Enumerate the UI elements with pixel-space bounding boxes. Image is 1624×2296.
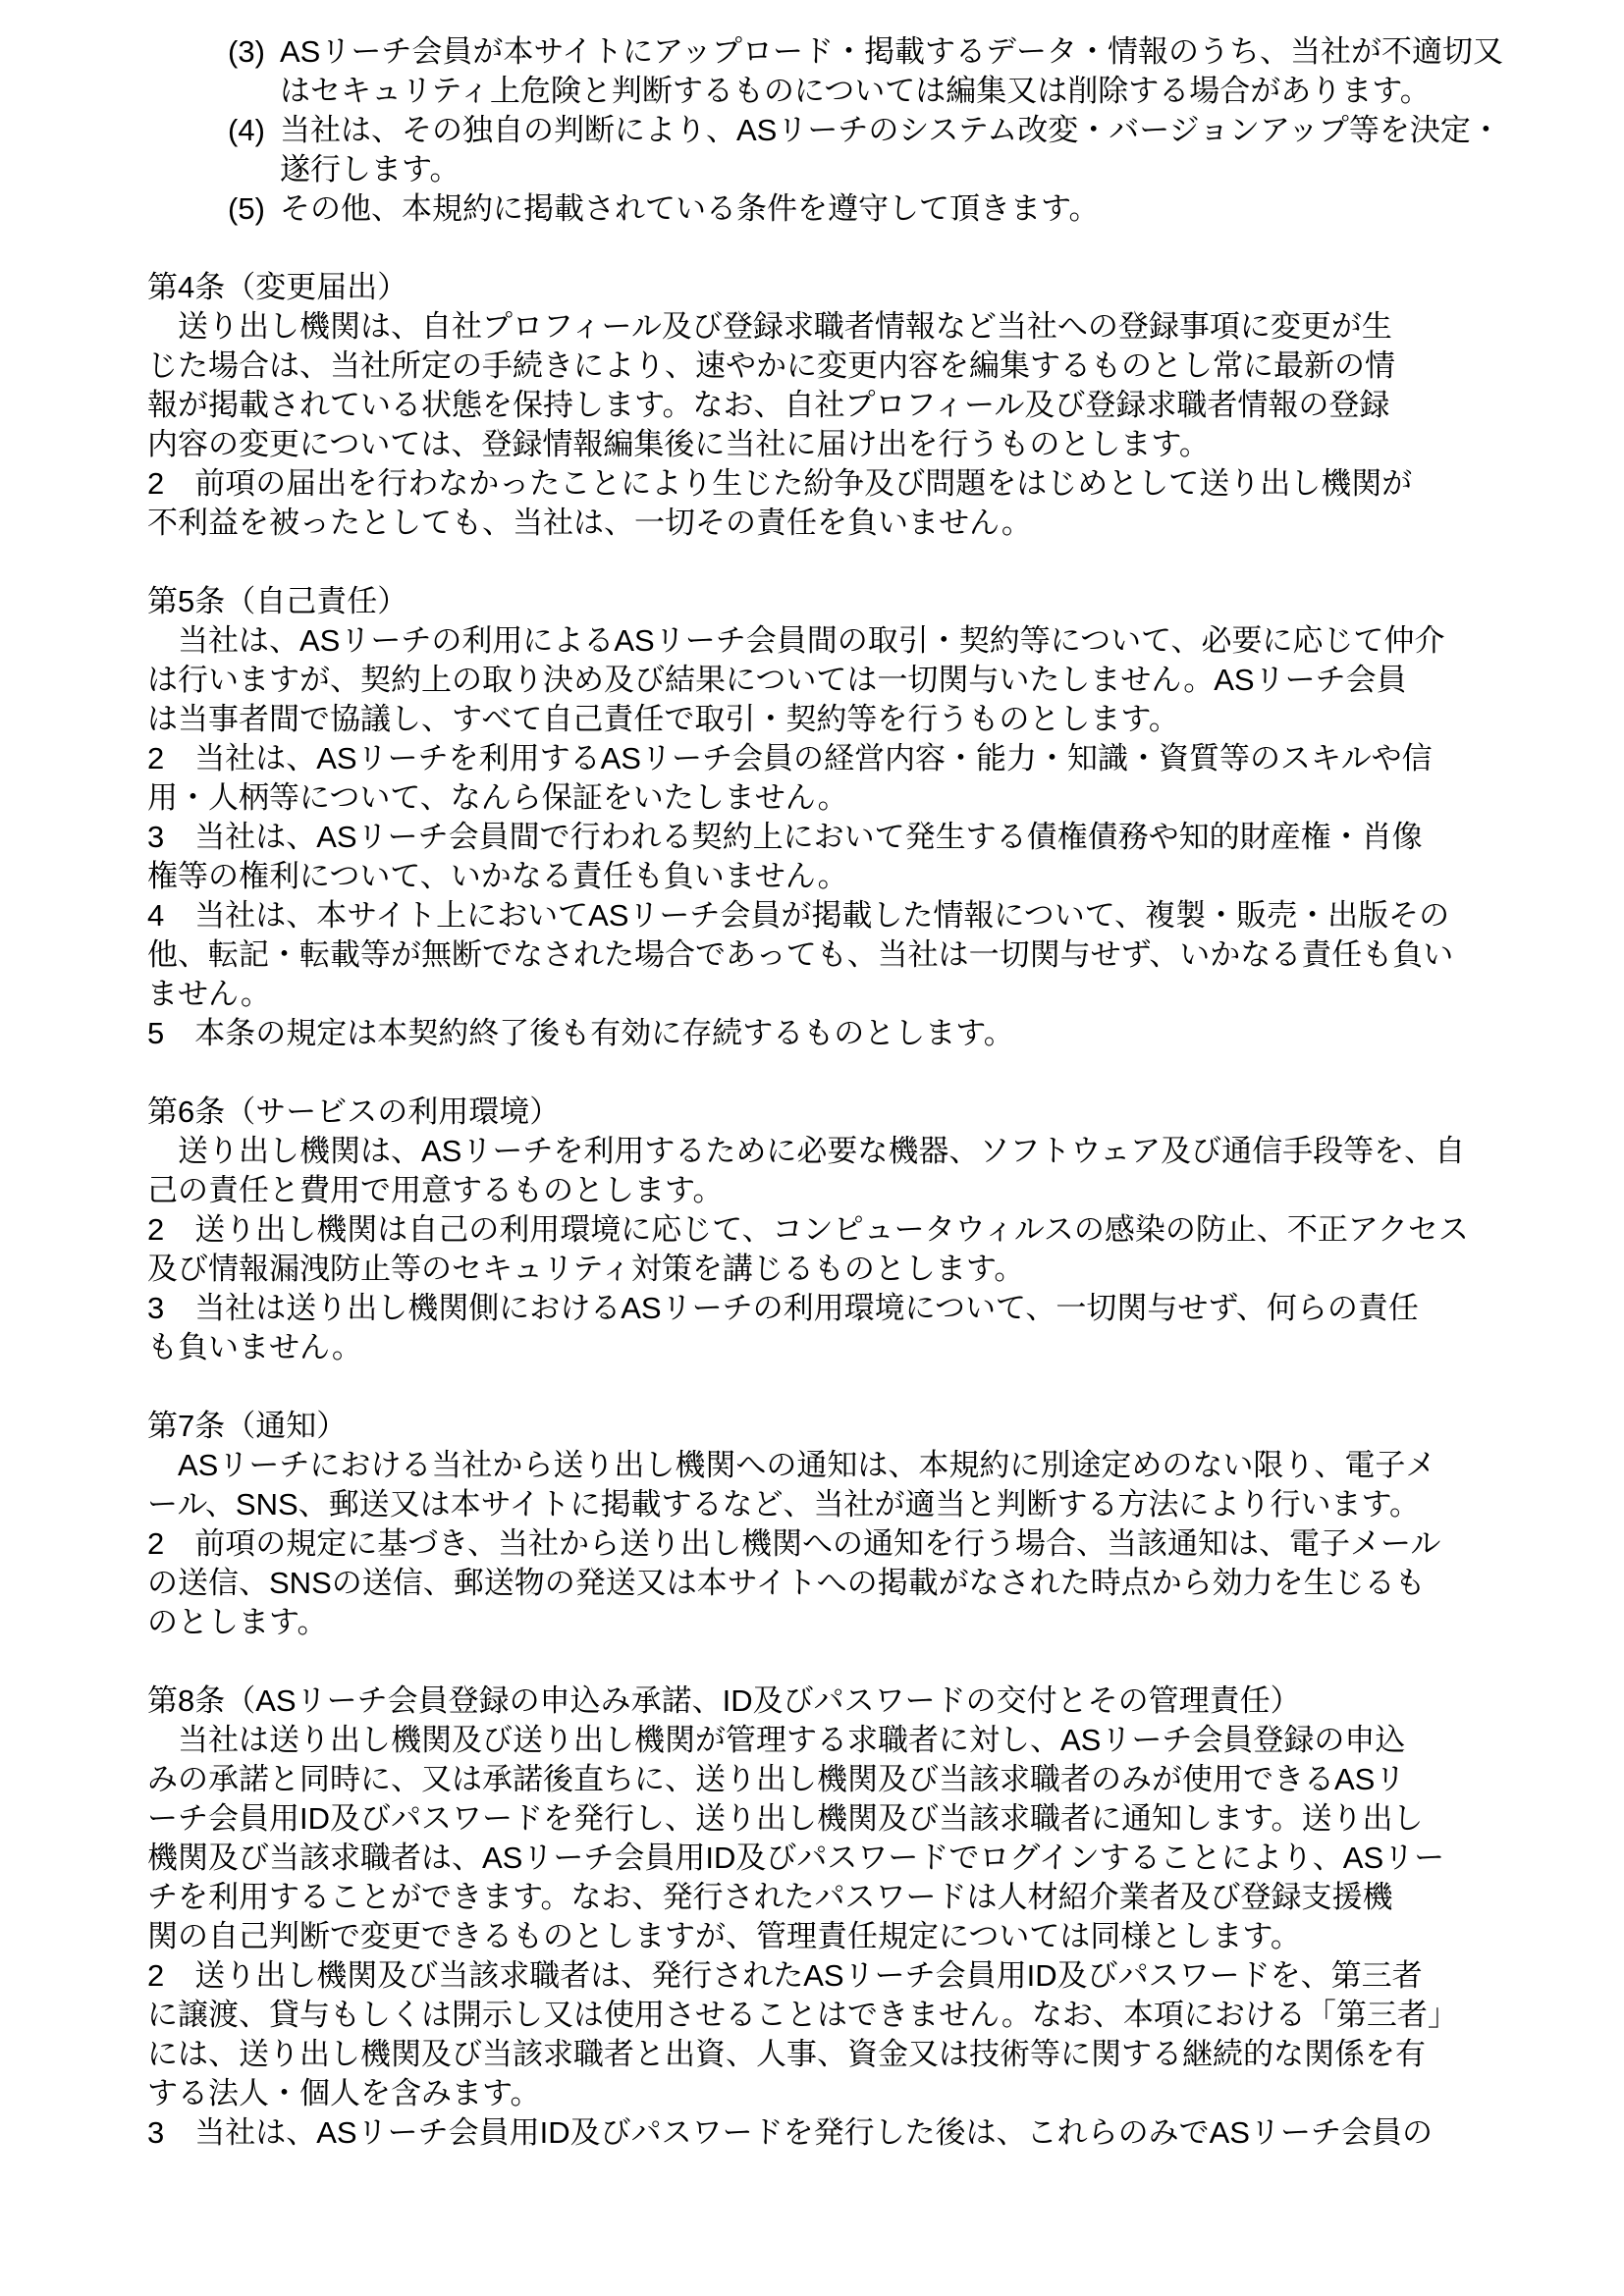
paragraph-line: 当社は送り出し機関及び送り出し機関が管理する求職者に対し、ASリーチ会員登録の申込 [147,1723,1406,1757]
paragraph-line: じた場合は、当社所定の手続きにより、速やかに変更内容を編集するものとし常に最新の情 [147,348,1395,383]
paragraph-line: 3 当社は送り出し機関側におけるASリーチの利用環境について、一切関与せず、何らの責任 [147,1291,1419,1325]
paragraph-line: のとします。 [147,1605,328,1639]
paragraph-line: 機関及び当該求職者は、ASリーチ会員用ID及びパスワードでログインすることにより、ASリー [147,1841,1445,1875]
paragraph-line: 当社は、ASリーチの利用によるASリーチ会員間の取引・契約等について、必要に応じて仲介 [147,623,1445,658]
list-item-marker: (4) [228,113,265,147]
list-item-line: 遂行します。 [280,152,460,187]
paragraph [147,1210,1479,1289]
paragraph-line: 2 送り出し機関は自己の利用環境に応じて、コンピュータウィルスの感染の防止、不正アクセス [147,1212,1469,1247]
paragraph-line: 己の責任と費用で用意するものとします。 [147,1173,724,1207]
paragraph [147,1289,1479,1367]
paragraph-line: ません。 [147,977,271,1011]
list-item-marker: (5) [228,191,265,226]
paragraph-line: は行いますが、契約上の取り決め及び結果については一切関与いたしません。ASリーチ会員 [147,663,1407,697]
list-item-line: はセキュリティ上危険と判断するものについては編集又は削除する場合があります。 [280,74,1431,108]
section-gap [147,543,1479,582]
paragraph-line: 及び情報漏洩防止等のセキュリティ対策を講じるものとします。 [147,1252,1025,1286]
paragraph-line: 5 本条の規定は本契約終了後も有効に存続するものとします。 [147,1016,1014,1050]
paragraph-line: 権等の権利について、いかなる責任も負いません。 [147,859,848,893]
article-heading: 第6条（サービスの利用環境） [147,1095,561,1129]
paragraph-line: 関の自己判断で変更できるものとしますが、管理責任規定については同様とします。 [147,1919,1301,1953]
paragraph-line: ーチ会員用ID及びパスワードを発行し、送り出し機関及び当該求職者に通知します。送り出し [147,1801,1424,1836]
paragraph-line: 他、転記・転載等が無断でなされた場合であっても、当社は一切関与せず、いかなる責任も負い [147,937,1454,972]
article-heading: 第7条（通知） [147,1409,348,1443]
paragraph [147,739,1479,818]
paragraph [147,1446,1479,1524]
paragraph-line: 用・人柄等について、なんら保証をいたしません。 [147,780,848,815]
paragraph [147,896,1479,1014]
paragraph-line: の送信、SNSの送信、郵送物の発送又は本サイトへの掲載がなされた時点から効力を生じるも [147,1566,1426,1600]
paragraph-line: チを利用することができます。なお、発行されたパスワードは人材紹介業者及び登録支援機 [147,1880,1393,1914]
list-item [147,189,1479,229]
paragraph-line: も負いません。 [147,1330,362,1364]
section-gap [147,229,1479,268]
paragraph-line: する法人・個人を含みます。 [147,2076,541,2110]
paragraph [147,1014,1479,1053]
paragraph-line: 2 前項の規定に基づき、当社から送り出し機関への通知を行う場合、当該通知は、電子メール [147,1526,1441,1561]
list-item-line: 当社は、その独自の判断により、ASリーチのシステム改変・バージョンアップ等を決定・ [280,113,1501,147]
paragraph-line: に譲渡、貸与もしくは開示し又は使用させることはできません。なお、本項における「第三者」 [147,1998,1458,2032]
paragraph-line: 2 前項の届出を行わなかったことにより生じた紛争及び問題をはじめとして送り出し機関が [147,466,1413,501]
list-item-line: ASリーチ会員が本サイトにアップロード・掲載するデータ・情報のうち、当社が不適切又 [280,34,1504,69]
paragraph-line: 3 当社は、ASリーチ会員用ID及びパスワードを発行した後は、これらのみでASリーチ会員の [147,2115,1433,2150]
article-heading: 第8条（ASリーチ会員登録の申込み承諾、ID及びパスワードの交付とその管理責任） [147,1683,1301,1718]
terms-document [147,32,1504,2153]
article-heading: 第5条（自己責任） [147,584,408,618]
section-gap [147,1642,1479,1682]
section-gap [147,1367,1479,1407]
list-item [147,32,1504,111]
paragraph [147,307,1479,464]
paragraph-line: は当事者間で協議し、すべて自己責任で取引・契約等を行うものとします。 [147,702,1179,736]
paragraph [147,2113,1479,2153]
list-item-marker: (3) [228,34,265,69]
article-heading: 第4条（変更届出） [147,270,408,304]
paragraph-line: 2 当社は、ASリーチを利用するASリーチ会員の経営内容・能力・知識・資質等のスキルや信 [147,741,1433,775]
paragraph [147,1524,1479,1642]
paragraph-line: 4 当社は、本サイト上においてASリーチ会員が掲載した情報について、複製・販売・出版その [147,898,1450,933]
paragraph-line: ASリーチにおける当社から送り出し機関への通知は、本規約に別途定めのない限り、電子メ [147,1448,1436,1482]
paragraph-line: 内容の変更については、登録情報編集後に当社に届け出を行うものとします。 [147,427,1210,461]
list-item-line: その他、本規約に掲載されている条件を遵守して頂きます。 [280,191,1100,226]
section-gap [147,1053,1479,1093]
paragraph-line: 3 当社は、ASリーチ会員間で行われる契約上において発生する債権債務や知的財産権・肖像 [147,820,1423,854]
paragraph-line: 報が掲載されている状態を保持します。なお、自社プロフィール及び登録求職者情報の登録 [147,388,1390,422]
paragraph [147,621,1479,739]
paragraph-line: みの承諾と同時に、又は承諾後直ちに、送り出し機関及び当該求職者のみが使用できるASリ [147,1762,1406,1796]
paragraph-line: 送り出し機関は、ASリーチを利用するために必要な機器、ソフトウェア及び通信手段等を、自 [147,1134,1466,1168]
paragraph [147,464,1479,543]
list-item [147,111,1501,189]
paragraph-line: 不利益を被ったとしても、当社は、一切その責任を負いません。 [147,506,1032,540]
paragraph [147,1956,1479,2113]
paragraph-line: 送り出し機関は、自社プロフィール及び登録求職者情報など当社への登録事項に変更が生 [147,309,1392,344]
paragraph [147,818,1479,896]
paragraph [147,1132,1479,1210]
paragraph-line: 2 送り出し機関及び当該求職者は、発行されたASリーチ会員用ID及びパスワードを、第三者 [147,1958,1423,1993]
paragraph-line: ール、SNS、郵送又は本サイトに掲載するなど、当社が適当と判断する方法により行います。 [147,1487,1420,1522]
paragraph-line: には、送り出し機関及び当該求職者と出資、人事、資金又は技術等に関する継続的な関係を有 [147,2037,1426,2071]
paragraph [147,1721,1479,1956]
